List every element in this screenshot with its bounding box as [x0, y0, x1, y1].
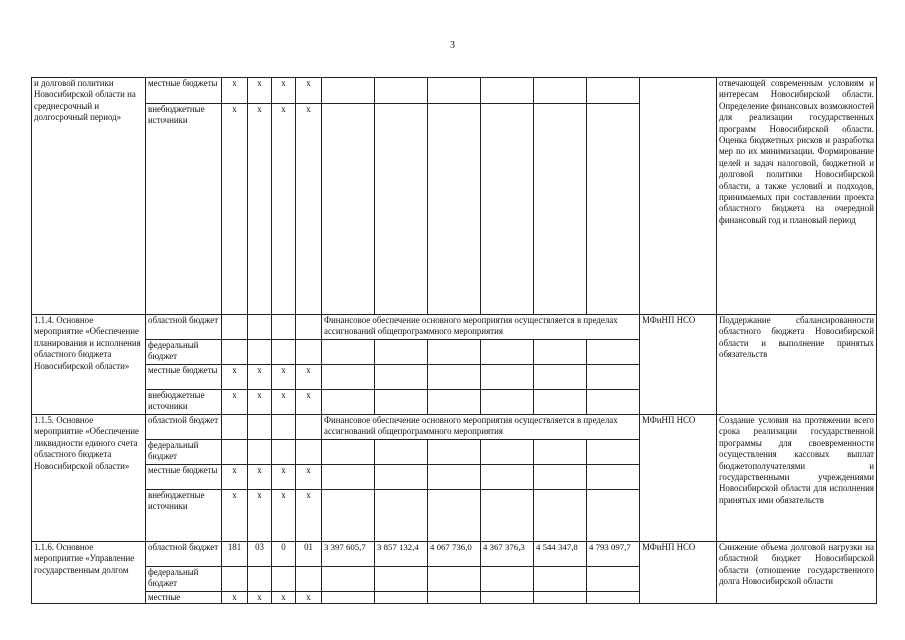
value-cell: [322, 592, 375, 604]
code-cell: [272, 567, 296, 592]
code-cell: [296, 567, 322, 592]
value-cell: 4 544 347,8: [534, 542, 587, 567]
value-cell: [322, 365, 375, 390]
code-cell: [248, 340, 272, 365]
value-cell: [375, 440, 428, 465]
funding-source-cell: федеральный бюджет: [146, 340, 222, 365]
code-cell: х: [272, 365, 296, 390]
value-cell: [587, 567, 640, 592]
value-cell: [322, 465, 375, 490]
value-cell: [481, 465, 534, 490]
executor-cell: МФиНП НСО: [640, 315, 717, 415]
code-cell: х: [272, 78, 296, 104]
code-cell: 181: [222, 542, 248, 567]
value-cell: [481, 104, 534, 315]
value-cell: [534, 390, 587, 415]
value-cell: [428, 440, 481, 465]
value-cell: [375, 340, 428, 365]
code-cell: [272, 415, 296, 440]
table-row: [32, 78, 877, 104]
code-cell: х: [272, 465, 296, 490]
code-cell: [248, 315, 272, 340]
value-cell: [428, 78, 481, 104]
code-cell: х: [248, 104, 272, 315]
value-cell: [428, 490, 481, 542]
code-cell: [296, 440, 322, 465]
value-cell: 4 793 097,7: [587, 542, 640, 567]
code-cell: [248, 415, 272, 440]
value-cell: [481, 340, 534, 365]
table-row: [32, 542, 877, 567]
code-cell: 0: [272, 542, 296, 567]
value-cell: [322, 340, 375, 365]
value-cell: [481, 390, 534, 415]
code-cell: [222, 440, 248, 465]
code-cell: [296, 315, 322, 340]
finance-note-cell: Финансовое обеспечение основного мероприятия осуществляется в пределах ассигнований общепрограммного мероприятия: [322, 415, 640, 440]
value-cell: [534, 490, 587, 542]
value-cell: [534, 340, 587, 365]
code-cell: х: [296, 390, 322, 415]
value-cell: [534, 365, 587, 390]
value-cell: [587, 78, 640, 104]
executor-cell: МФиНП НСО: [640, 542, 717, 604]
value-cell: [534, 440, 587, 465]
code-cell: [272, 440, 296, 465]
value-cell: [375, 567, 428, 592]
value-cell: [534, 465, 587, 490]
page-number: 3: [450, 40, 455, 51]
value-cell: [534, 78, 587, 104]
expected-result-cell: Снижение объема долговой нагрузки на областной бюджет Новосибирской области (отношение государственного долга Новосибирской области: [717, 542, 877, 604]
value-cell: [428, 592, 481, 604]
value-cell: [534, 567, 587, 592]
value-cell: [481, 365, 534, 390]
finance-note-cell: Финансовое обеспечение основного мероприятия осуществляется в пределах ассигнований общепрограммного мероприятия: [322, 315, 640, 340]
value-cell: [481, 567, 534, 592]
table-row: [32, 415, 877, 440]
value-cell: [587, 592, 640, 604]
value-cell: [375, 592, 428, 604]
code-cell: х: [296, 465, 322, 490]
value-cell: [375, 104, 428, 315]
code-cell: [248, 440, 272, 465]
value-cell: [428, 390, 481, 415]
code-cell: 01: [296, 542, 322, 567]
value-cell: [587, 465, 640, 490]
code-cell: х: [248, 592, 272, 604]
value-cell: 4 367 376,3: [481, 542, 534, 567]
value-cell: [375, 78, 428, 104]
code-cell: х: [272, 592, 296, 604]
code-cell: х: [272, 490, 296, 542]
code-cell: [248, 567, 272, 592]
code-cell: х: [222, 465, 248, 490]
value-cell: 4 067 736,0: [428, 542, 481, 567]
code-cell: х: [296, 365, 322, 390]
code-cell: [222, 340, 248, 365]
code-cell: х: [222, 104, 248, 315]
value-cell: [587, 340, 640, 365]
code-cell: [272, 340, 296, 365]
code-cell: [222, 415, 248, 440]
code-cell: [222, 315, 248, 340]
funding-source-cell: местные: [146, 592, 222, 604]
value-cell: [481, 490, 534, 542]
funding-source-cell: областной бюджет: [146, 542, 222, 567]
activity-name-cell: 1.1.5. Основное мероприятие «Обеспечение ликвидности единого счета областного бюджета Новосибирской области»: [32, 415, 146, 542]
value-cell: [534, 104, 587, 315]
code-cell: х: [272, 390, 296, 415]
value-cell: [428, 104, 481, 315]
value-cell: [375, 390, 428, 415]
code-cell: 03: [248, 542, 272, 567]
expected-result-cell: отвечающей современным условиям и интересам Новосибирской области. Определение финансовых возможностей для реализации государственных программ Новосибирской области. Оценка бюджетных рисков и разработка мер по их минимизации. Формирование целей и задач налоговой, бюджетной и долговой политики Новосибирской области, а также условий и подходов, принимаемых при составлении проекта областного бюджета на очередной финансовый год и плановый период: [717, 78, 877, 315]
value-cell: [428, 567, 481, 592]
value-cell: [428, 340, 481, 365]
expected-result-cell: Поддержание сбалансированности областного бюджета Новосибирской области и выполнение принятых обязательств: [717, 315, 877, 415]
value-cell: [587, 104, 640, 315]
value-cell: [587, 365, 640, 390]
activity-name-cell: 1.1.6. Основное мероприятие «Управление государственным долгом: [32, 542, 146, 604]
funding-source-cell: областной бюджет: [146, 315, 222, 340]
value-cell: [428, 365, 481, 390]
value-cell: [534, 592, 587, 604]
code-cell: х: [222, 592, 248, 604]
code-cell: х: [248, 490, 272, 542]
value-cell: [587, 390, 640, 415]
program-activities-table: [31, 77, 877, 604]
code-cell: [296, 415, 322, 440]
funding-source-cell: местные бюджеты: [146, 78, 222, 104]
code-cell: х: [222, 390, 248, 415]
value-cell: [481, 440, 534, 465]
funding-source-cell: местные бюджеты: [146, 465, 222, 490]
value-cell: [481, 78, 534, 104]
value-cell: [322, 440, 375, 465]
code-cell: [296, 340, 322, 365]
value-cell: [587, 440, 640, 465]
code-cell: [222, 567, 248, 592]
funding-source-cell: местные бюджеты: [146, 365, 222, 390]
expected-result-cell: Создание условия на протяжении всего срока реализации государственной программы для своевременности осуществления кассовых выплат бюджетополучателями и государственными учреждениями Новосибирской области для исполнения принятых ими обязательств: [717, 415, 877, 542]
value-cell: [322, 104, 375, 315]
value-cell: [375, 365, 428, 390]
code-cell: х: [248, 465, 272, 490]
code-cell: х: [296, 104, 322, 315]
value-cell: [481, 592, 534, 604]
value-cell: [375, 490, 428, 542]
code-cell: х: [296, 592, 322, 604]
funding-source-cell: внебюджетные источники: [146, 104, 222, 315]
value-cell: [587, 490, 640, 542]
activity-name-cell: и долговой политики Новосибирской области на среднесрочный и долгосрочный период»: [32, 78, 146, 315]
executor-cell: [640, 78, 717, 315]
funding-source-cell: внебюджетные источники: [146, 390, 222, 415]
funding-source-cell: внебюджетные источники: [146, 490, 222, 542]
code-cell: х: [296, 490, 322, 542]
value-cell: 3 857 132,4: [375, 542, 428, 567]
executor-cell: МФиНП НСО: [640, 415, 717, 542]
value-cell: [322, 567, 375, 592]
value-cell: [322, 78, 375, 104]
code-cell: х: [296, 78, 322, 104]
code-cell: [272, 315, 296, 340]
value-cell: [375, 465, 428, 490]
value-cell: [322, 490, 375, 542]
value-cell: 3 397 605,7: [322, 542, 375, 567]
code-cell: х: [248, 365, 272, 390]
funding-source-cell: федеральный бюджет: [146, 567, 222, 592]
code-cell: х: [222, 78, 248, 104]
code-cell: х: [222, 365, 248, 390]
value-cell: [428, 465, 481, 490]
code-cell: х: [248, 390, 272, 415]
code-cell: х: [248, 78, 272, 104]
code-cell: х: [222, 490, 248, 542]
table-row: [32, 315, 877, 340]
funding-source-cell: областной бюджет: [146, 415, 222, 440]
code-cell: х: [272, 104, 296, 315]
value-cell: [322, 390, 375, 415]
funding-source-cell: федеральный бюджет: [146, 440, 222, 465]
activity-name-cell: 1.1.4. Основное мероприятие «Обеспечение планирования и исполнения областного бюджета Новосибирской области»: [32, 315, 146, 415]
